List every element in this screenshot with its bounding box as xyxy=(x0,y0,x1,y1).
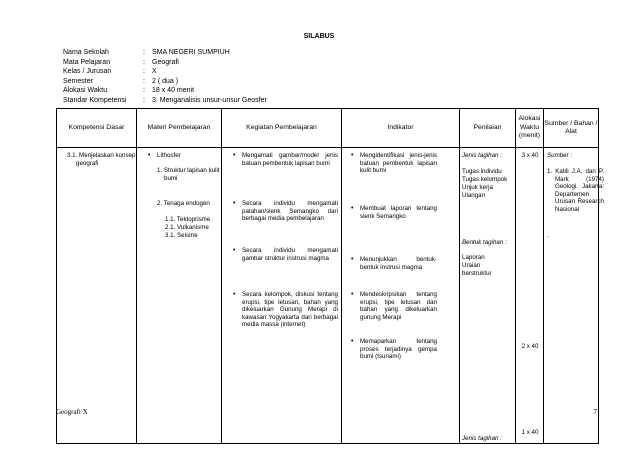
info-colon: : xyxy=(143,49,145,56)
info-row xyxy=(63,67,267,77)
page-title: SILABUS xyxy=(303,33,335,40)
sumber-heading: Sumber : xyxy=(547,152,573,159)
document-info xyxy=(63,48,267,106)
alokasi-value: 3 x 40 xyxy=(521,152,539,159)
cell-kegiatan xyxy=(222,148,342,444)
header-penilaian: Penilaian xyxy=(460,109,516,148)
info-row xyxy=(63,48,267,58)
info-label: Kelas / Jurusan xyxy=(63,68,112,76)
cell-materi xyxy=(137,148,222,444)
info-row xyxy=(63,86,267,96)
cell-alokasi xyxy=(516,148,544,444)
info-value: SMA NEGERI SUMPIUH xyxy=(152,49,230,56)
sumber-dot: . xyxy=(547,232,549,239)
penilaian-item: Ulangan xyxy=(462,192,486,199)
alokasi-value: 1 x 40 xyxy=(521,429,539,436)
info-colon: : xyxy=(143,96,145,104)
alokasi-value: 2 x 40 xyxy=(521,343,539,350)
footer-subject: Geografi X xyxy=(56,408,88,416)
sumber-reference: 1. Katili J.A. dan P. Mark (1974) Geologi. Jakarta: Departemen Urusan Research Nasional xyxy=(547,168,604,213)
cell-penilaian xyxy=(460,148,516,444)
info-row xyxy=(63,77,267,87)
materi-subitem: 1.1. Tektoprisme xyxy=(165,216,211,223)
indikator-item: • Menunjukkan bentuk-bentuk instrusi magma xyxy=(360,256,437,271)
info-value: 2 ( dua ) xyxy=(152,77,179,85)
penilaian-item: Laporan xyxy=(462,254,485,261)
penilaian-item: berstruktur xyxy=(462,270,492,277)
info-colon: : xyxy=(143,68,145,76)
info-row xyxy=(63,58,267,68)
info-row xyxy=(63,96,267,106)
cell-kompetensi-dasar xyxy=(57,148,137,444)
materi-subitem: 2. Tenaga endogen xyxy=(157,200,210,207)
kegiatan-item: • Secara kelompok, diskusi tentang erupsi, tipe letusan, bahan yang dikeluarkan Gunung Merapi di kawasan Yogyakarta dari berbagai media massa (internet) xyxy=(242,291,338,329)
header-materi: Materi Pembelajaran xyxy=(137,109,222,148)
info-label: Alokasi Waktu xyxy=(63,87,108,95)
header-kompetensi-dasar: Kompetensi Dasar xyxy=(57,109,137,148)
table-row xyxy=(57,148,599,444)
penilaian-item: Unjuk kerja xyxy=(462,184,493,191)
cell-sumber xyxy=(544,148,604,444)
header-indikator: Indikator xyxy=(342,109,460,148)
page-number: 7 xyxy=(593,408,597,416)
materi-subitem: 2.1. Vulkanisme xyxy=(165,224,209,231)
penilaian-item: Tugas kelompok xyxy=(462,176,508,183)
indikator-item: • Memaparkan tentang proses terjadinya gempa bumi (tsunami) xyxy=(360,338,437,361)
header-kegiatan: Kegiatan Pembelajaran xyxy=(222,109,342,148)
materi-subitem: 1. Struktur lapisan kulit bumi xyxy=(157,167,220,182)
info-label: Standar Kompetensi xyxy=(63,96,127,104)
materi-bullet: • Lithosfer xyxy=(157,152,217,160)
header-sumber: Sumber / Bahan / Alat xyxy=(544,109,599,148)
penilaian-item: Tugas individu xyxy=(462,168,502,175)
kegiatan-item: • Secara individu mengamati patahan/slenk Semangko dari berbagai media pembelajaran xyxy=(242,200,338,223)
kd-text: 3.1. Menjelaskan konsep geografi xyxy=(67,152,136,167)
kegiatan-item: • Secara individu mengamati gambar struktur instrusi magma xyxy=(242,247,338,262)
indikator-item: • Membuat laporan tentang slenk Semangko xyxy=(360,205,437,220)
materi-subitem: 3.1. Seisme xyxy=(165,232,198,239)
penilaian-label: Jenis tagihan : xyxy=(462,435,502,442)
indikator-item: • Mendeskripsikan tentang erupsi, tipe letusan dan bahan yang dikeluarkan gunung Merapi xyxy=(360,291,437,321)
table-header-row xyxy=(57,109,599,148)
indikator-item: • Mengidentifikasi jenis-jenis batuan pembentuk lapisan kulit bumi xyxy=(360,152,437,175)
info-value: 3. Menganalisis unsur-unsur Geosfer xyxy=(152,96,267,104)
info-label: Mata Pelajaran xyxy=(63,58,111,66)
cell-indikator xyxy=(342,148,460,444)
info-value: 18 x 40 menit xyxy=(152,87,195,95)
info-colon: : xyxy=(143,87,145,95)
info-label: Nama Sekolah xyxy=(63,49,109,56)
kegiatan-item: • Mengamati gambar/model jenis batuan pembentuk lapisan bumi xyxy=(242,152,338,167)
syllabus-table xyxy=(56,108,604,444)
info-colon: : xyxy=(143,77,145,85)
info-value: X xyxy=(152,68,157,76)
header-alokasi: Alokasi Waktu (menit) xyxy=(516,109,544,148)
penilaian-label: Jenis tagihan : xyxy=(462,152,502,159)
penilaian-label: Bentuk tagihan : xyxy=(462,239,507,246)
info-colon: : xyxy=(143,58,145,66)
info-value: Geografi xyxy=(152,58,179,66)
info-label: Semester xyxy=(63,77,93,85)
penilaian-item: Uraian xyxy=(462,262,481,269)
